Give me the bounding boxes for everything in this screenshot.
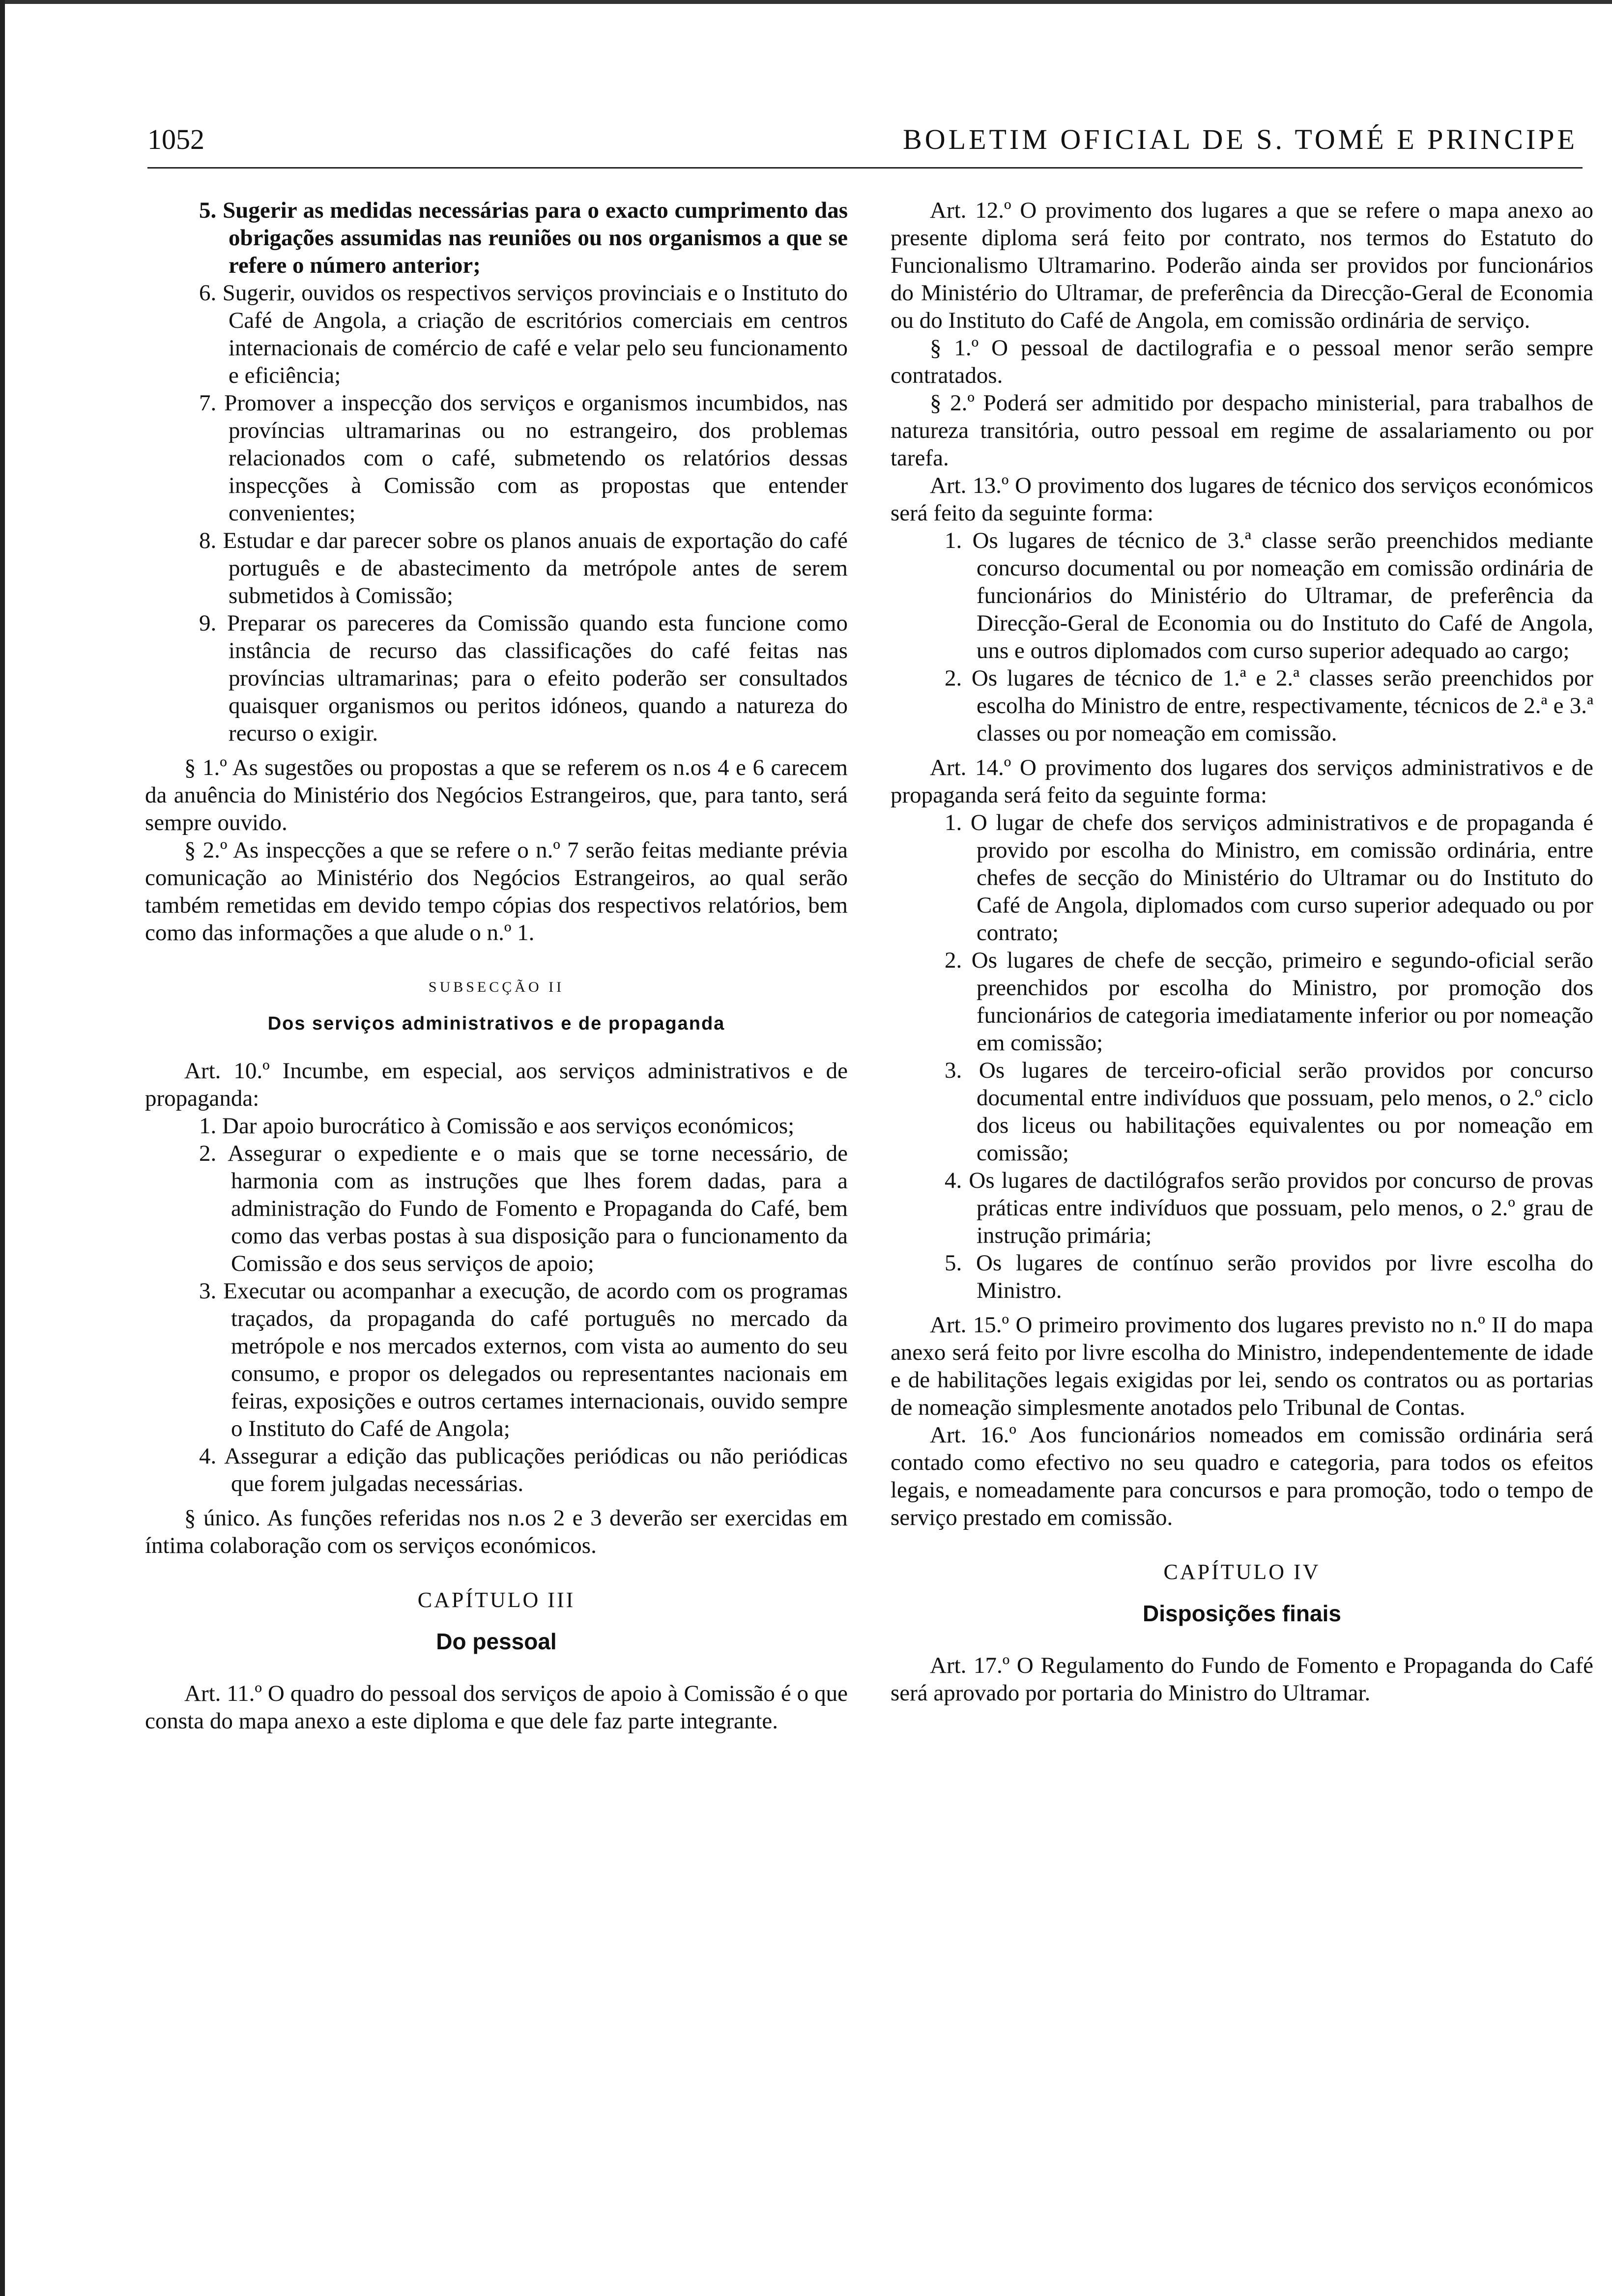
- list-item: 3. Os lugares de terceiro-oficial serão providos por concurso documental entre indivíduos que possuam, pelo menos, o 2.º ciclo dos liceus ou habilitações equivalentes ou por nomeação em comissão;: [945, 1058, 1593, 1166]
- article-paragraph: Art. 14.º O provimento dos lugares dos serviços administrativos e de propaganda será feito da seguinte forma:: [891, 755, 1593, 808]
- list-item: 4. Os lugares de dactilógrafos serão providos por concurso de provas práticas entre indivíduos que possuam, pelo menos, o 2.º grau de instrução primária;: [945, 1168, 1593, 1248]
- paragraph: § 1.º O pessoal de dactilografia e o pessoal menor serão sempre contratados.: [891, 335, 1593, 388]
- scan-left-edge: [0, 0, 5, 2296]
- page-header: [147, 123, 1578, 167]
- paragraph: § 2.º Poderá ser admitido por despacho ministerial, para trabalhos de natureza transitória, outro pessoal em regime de assalariamento ou por tarefa.: [891, 390, 1593, 471]
- list-item: 2. Assegurar o expediente e o mais que se torne necessário, de harmonia com as instruções que lhes forem dadas, para a administração do Fundo de Fomento e Propaganda do Café, bem como das verbas postas à sua disposição para o funcionamento da Comissão e dos seus serviços de apoio;: [199, 1141, 848, 1276]
- left-column: [145, 197, 848, 1735]
- chapter-label: CAPÍTULO III: [417, 1588, 576, 1612]
- scan-top-edge: [0, 0, 1612, 4]
- article-paragraph: Art. 12.º O provimento dos lugares a que se refere o mapa anexo ao presente diploma será feito por contrato, nos termos do Estatuto do Funcionalismo Ultramarino. Poderão ainda ser providos por funcionários do Ministério do Ultramar, de preferência da Direcção-Geral de Economia ou do Instituto do Café de Angola, em comissão ordinária de serviço.: [891, 198, 1593, 333]
- paragraph: § único. As funções referidas nos n.os 2 e 3 deverão ser exercidas em íntima colaboração com os serviços económicos.: [145, 1505, 848, 1558]
- running-title: BOLETIM OFICIAL DE S. TOMÉ E PRINCIPE: [903, 123, 1578, 155]
- list-item: 2. Os lugares de chefe de secção, primeiro e segundo-oficial serão preenchidos por escolha do Ministro, por promoção dos funcionários de categoria imediatamente inferior ou por nomeação em comissão;: [945, 947, 1593, 1056]
- list-item: 1. O lugar de chefe dos serviços administrativos e de propaganda é provido por escolha do Ministro, em comissão ordinária, entre chefes de secção do Ministério do Ultramar ou do Instituto do Café de Angola, diplomados com curso superior adequado ou por contrato;: [945, 810, 1593, 946]
- list-item: 2. Os lugares de técnico de 1.ª e 2.ª classes serão preenchidos por escolha do Ministro de entre, respectivamente, técnicos de 2.ª e 3.ª classes ou por nomeação em comissão.: [945, 665, 1593, 746]
- list-item: 1. Dar apoio burocrático à Comissão e aos serviços económicos;: [199, 1113, 795, 1139]
- list-item: 1. Os lugares de técnico de 3.ª classe serão preenchidos mediante concurso documental ou por nomeação em comissão ordinária de funcionários do Ministério do Ultramar, de preferência da Direcção-Geral de Economia ou do Instituto do Café de Angola, uns e outros diplomados com curso superior adequado ao cargo;: [945, 528, 1593, 663]
- list-item: 6. Sugerir, ouvidos os respectivos serviços provinciais e o Instituto do Café de Angola, a criação de escritórios comerciais em centros internacionais de comércio de café e velar pelo seu funcionamento e eficiência;: [199, 280, 848, 388]
- list-item: 5. Sugerir as medidas necessárias para o exacto cumprimento das obrigações assumidas nas reuniões ou nos organismos a que se refere o número anterior;: [199, 198, 848, 278]
- subsection-label: SUBSECÇÃO II: [428, 979, 565, 995]
- list-item: 4. Assegurar a edição das publicações periódicas ou não periódicas que forem julgadas necessárias.: [199, 1443, 848, 1496]
- chapter-label: CAPÍTULO IV: [1163, 1560, 1321, 1584]
- article-paragraph: Art. 16.º Aos funcionários nomeados em comissão ordinária será contado como efectivo no seu quadro e categoria, para todos os efeitos legais, e nomeadamente para concursos e para promoção, todo o tempo de serviço prestado em comissão.: [891, 1422, 1593, 1530]
- page-number: 1052: [147, 123, 204, 155]
- article-paragraph: Art. 17.º O Regulamento do Fundo de Fomento e Propaganda do Café será aprovado por portaria do Ministro do Ultramar.: [891, 1653, 1593, 1706]
- list-item: 7. Promover a inspecção dos serviços e organismos incumbidos, nas províncias ultramarinas ou no estrangeiro, dos problemas relacionados com o café, submetendo os relatórios dessas inspecções à Comissão com as propostas que entender convenientes;: [199, 390, 848, 526]
- list-item: 3. Executar ou acompanhar a execução, de acordo com os programas traçados, da propaganda do café português no mercado da metrópole e nos mercados externos, com vista ao aumento do seu consumo, e propor os delegados ou representantes nacionais em feiras, exposições e outros certames internacionais, ouvido sempre o Instituto do Café de Angola;: [199, 1278, 848, 1441]
- list-item: 9. Preparar os pareceres da Comissão quando esta funcione como instância de recurso das classificações do café feitas nas províncias ultramarinas; para o efeito poderão ser consultados quaisquer organismos ou peritos idóneos, quando a natureza do recurso o exigir.: [199, 610, 848, 746]
- paragraph: § 1.º As sugestões ou propostas a que se referem os n.os 4 e 6 carecem da anuência do Ministério dos Negócios Estrangeiros, que, para tanto, será sempre ouvido.: [145, 755, 848, 835]
- right-column: [891, 197, 1593, 1707]
- article-paragraph: Art. 11.º O quadro do pessoal dos serviços de apoio à Comissão é o que consta do mapa anexo a este diploma e que dele faz parte integrante.: [145, 1681, 848, 1734]
- list-item: 5. Os lugares de contínuo serão providos por livre escolha do Ministro.: [945, 1250, 1593, 1303]
- chapter-title: Disposições finais: [1143, 1601, 1341, 1626]
- subsection-title: Dos serviços administrativos e de propaganda: [267, 1013, 725, 1034]
- chapter-title: Do pessoal: [436, 1629, 557, 1654]
- paragraph: § 2.º As inspecções a que se refere o n.º 7 serão feitas mediante prévia comunicação ao Ministério dos Negócios Estrangeiros, ao qual serão também remetidas em devido tempo cópias dos respectivos relatórios, bem como das informações a que alude o n.º 1.: [145, 837, 848, 946]
- header-rule: [147, 167, 1583, 169]
- list-item: 8. Estudar e dar parecer sobre os planos anuais de exportação do café português e de abastecimento da metrópole antes de serem submetidos à Comissão;: [199, 528, 848, 608]
- article-paragraph: Art. 15.º O primeiro provimento dos lugares previsto no n.º II do mapa anexo será feito por livre escolha do Ministro, independentemente de idade e de habilitações legais exigidas por lei, sendo os contratos ou as portarias de nomeação simplesmente anotados pelo Tribunal de Contas.: [891, 1312, 1593, 1420]
- article-paragraph: Art. 13.º O provimento dos lugares de técnico dos serviços económicos será feito da seguinte forma:: [891, 473, 1593, 526]
- article-paragraph: Art. 10.º Incumbe, em especial, aos serviços administrativos e de propaganda:: [145, 1058, 848, 1111]
